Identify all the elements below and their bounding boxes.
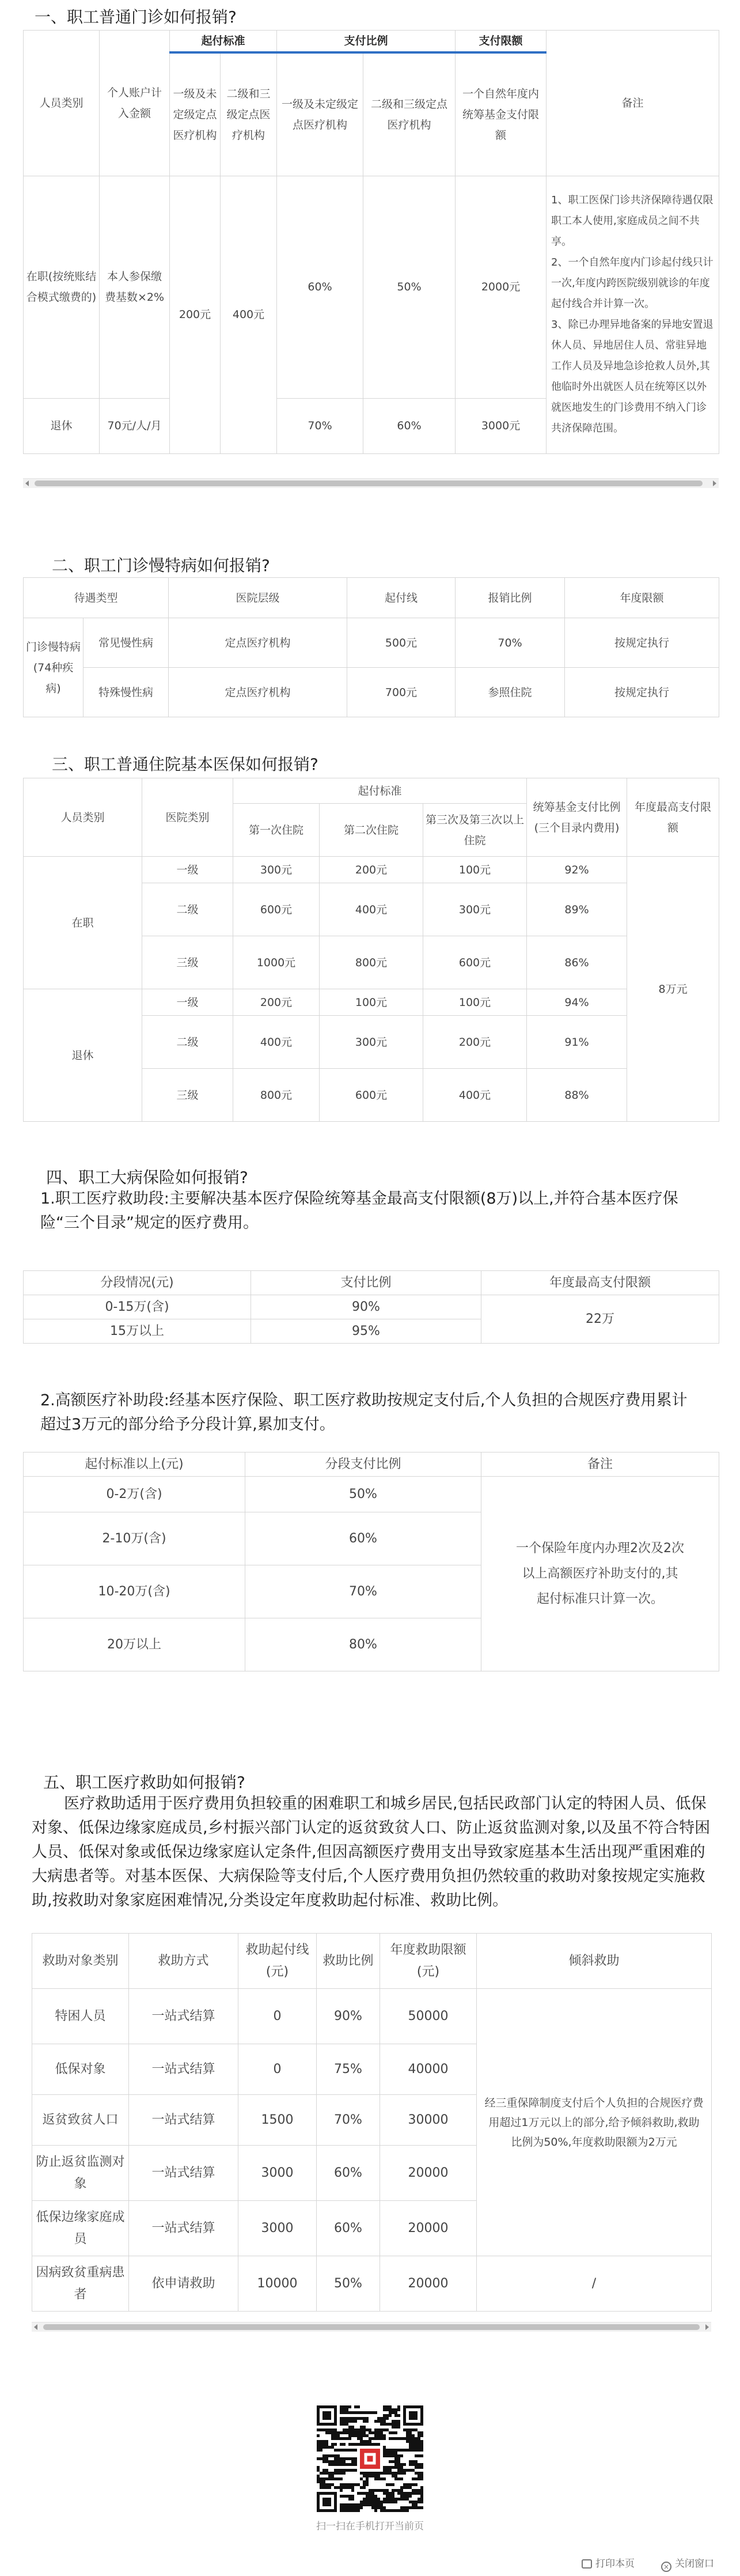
row-ratio: 86% [527,936,627,989]
limit-cell: 22万 [481,1295,719,1344]
section-1-title: 一、职工普通门诊如何报销? [35,7,237,27]
row-ratio: 90% [317,1989,380,2044]
row-first: 300元 [233,857,320,883]
row-ratio-level1: 70% [277,398,363,453]
row-method: 一站式结算 [129,2146,238,2201]
close-label: 关闭窗口 [675,2558,714,2570]
header-ratio-level23: 二级和三级定点医疗机构 [363,52,456,176]
section-4-paragraph-2: 2.高额医疗补助段:经基本医疗保险、职工医疗救助按规定支付后,个人负担的合规医疗费用累计超过3万元的部分给予分段计算,累加支付。 [40,1391,688,1433]
row-category: 在职(按统账结合模式缴费的) [24,176,100,398]
scrollbar-thumb[interactable] [35,481,703,486]
row-tilt: / [477,2256,712,2312]
row-ratio: 95% [251,1319,481,1344]
row-limit: 3000元 [456,398,547,453]
section-4-paragraph-1: 1.职工医疗救助段:主要解决基本医疗保险统筹基金最高支付限额(8万)以上,并符合基本医疗保险“三个目录”规定的医疗费用。 [40,1190,678,1232]
row-ratio: 88% [527,1069,627,1122]
row-limit: 2000元 [456,176,547,398]
row-method: 一站式结算 [129,1989,238,2044]
header-limit: 支付限额 [456,31,547,53]
inpatient-table [23,778,719,1122]
row-second: 100元 [320,989,423,1016]
row-limit: 20000 [380,2201,477,2256]
header-ratio: 统筹基金支付比例(三个目录内费用) [527,778,627,857]
qr-code-icon [317,2405,423,2512]
horizontal-scrollbar[interactable] [32,2322,711,2332]
tilt-cell: 经三重保障制度支付后个人负担的合规医疗费用超过1万元以上的部分,给予倾斜救助,救助比例为50%,年度救助限额为2万元 [477,1989,712,2256]
row-limit: 按规定执行 [565,618,719,668]
header-threshold: 救助起付线(元) [238,1934,317,1989]
row-range: 0-2万(含) [24,1477,245,1512]
horizontal-scrollbar[interactable] [23,478,719,488]
row-range: 20万以上 [24,1618,245,1671]
row-third: 300元 [423,883,527,936]
header-second: 第二次住院 [320,804,423,857]
row-ratio: 80% [245,1618,481,1671]
row-type: 防止返贫监测对象 [32,2146,129,2201]
header-ratio: 救助比例 [317,1934,380,1989]
row-first: 600元 [233,883,320,936]
header-limit-sub: 一个自然年度内统筹基金支付限额 [456,52,547,176]
row-level: 一级 [142,857,233,883]
row-level: 三级 [142,936,233,989]
header-type: 救助对象类别 [32,1934,129,1989]
header-ratio: 分段支付比例 [245,1452,481,1477]
group-name: 在职 [24,857,142,989]
header-threshold: 起付标准 [233,778,527,804]
row-name: 常见慢性病 [84,618,169,668]
row-name: 特殊慢性病 [84,668,169,717]
header-threshold: 起付线 [347,578,456,618]
group-cell: 门诊慢特病(74种疾病) [24,618,84,717]
row-second: 400元 [320,883,423,936]
header-limit: 年度最高支付限额 [481,1271,719,1295]
row-range: 10-20万(含) [24,1565,245,1618]
header-ratio: 支付比例 [251,1271,481,1295]
header-threshold: 起付标准 [170,31,277,53]
row-ratio: 75% [317,2044,380,2095]
row-first: 1000元 [233,936,320,989]
row-account: 本人参保缴费基数×2% [100,176,170,398]
qr-caption: 扫一扫在手机打开当前页 [316,2521,424,2532]
section-4-title: 四、职工大病保险如何报销? [46,1168,248,1187]
header-category: 人员类别 [24,778,142,857]
scroll-left-arrow-icon[interactable] [34,2324,37,2330]
outpatient-table [23,30,719,454]
row-third: 400元 [423,1069,527,1122]
row-limit: 30000 [380,2095,477,2146]
row-ratio: 89% [527,883,627,936]
header-hospital: 医院类别 [142,778,233,857]
row-third: 100元 [423,857,527,883]
row-ratio: 60% [317,2201,380,2256]
row-type: 因病致贫重病患者 [32,2256,129,2312]
row-threshold: 0 [238,2044,317,2095]
section-3-title: 三、职工普通住院基本医保如何报销? [52,755,318,774]
row-third: 200元 [423,1016,527,1069]
row-ratio: 94% [527,989,627,1016]
header-limit: 年度限额 [565,578,719,618]
row-type: 特困人员 [32,1989,129,2044]
print-label: 打印本页 [595,2558,635,2570]
row-ratio: 70% [317,2095,380,2146]
header-note: 备注 [481,1452,719,1477]
row-method: 一站式结算 [129,2044,238,2095]
header-range: 分段情况(元) [24,1271,251,1295]
chronic-disease-table [23,577,719,717]
row-first: 400元 [233,1016,320,1069]
limit-cell: 8万元 [627,857,719,1122]
row-ratio-level1: 60% [277,176,363,398]
scroll-right-arrow-icon[interactable] [713,481,716,486]
medical-relief-table [32,1933,712,2312]
header-note: 备注 [547,31,719,176]
close-window-button[interactable] [661,2555,714,2572]
row-level: 一级 [142,989,233,1016]
row-threshold-level23: 400元 [221,176,277,453]
high-cost-subsidy-table [23,1452,719,1671]
header-threshold-level23: 二级和三级定点医疗机构 [221,52,277,176]
scrollbar-thumb[interactable] [43,2324,700,2330]
row-level: 二级 [142,1016,233,1069]
row-second: 200元 [320,857,423,883]
header-method: 救助方式 [129,1934,238,1989]
header-third: 第三次及第三次以上住院 [423,804,527,857]
row-limit: 按规定执行 [565,668,719,717]
close-icon: × [661,2562,671,2572]
header-limit: 年度救助限额(元) [380,1934,477,1989]
row-range: 15万以上 [24,1319,251,1344]
header-level: 医院层级 [169,578,347,618]
row-ratio: 60% [245,1512,481,1565]
row-first: 200元 [233,989,320,1016]
row-ratio: 参照住院 [456,668,565,717]
row-type: 返贫致贫人口 [32,2095,129,2146]
row-third: 100元 [423,989,527,1016]
row-type: 低保边缘家庭成员 [32,2201,129,2256]
row-third: 600元 [423,936,527,989]
header-type: 待遇类型 [24,578,169,618]
row-ratio: 92% [527,857,627,883]
bottom-bar [0,2549,740,2576]
row-ratio: 91% [527,1016,627,1069]
row-second: 600元 [320,1069,423,1122]
row-threshold-level1: 200元 [170,176,221,453]
row-threshold: 3000 [238,2201,317,2256]
row-threshold: 3000 [238,2146,317,2201]
row-range: 0-15万(含) [24,1295,251,1319]
section-5-paragraph: 医疗救助适用于医疗费用负担较重的困难职工和城乡居民,包括民政部门认定的特困人员、低保对象、低保边缘家庭成员,乡村振兴部门认定的返贫致贫人口、防止返贫监测对象,以及虽不符合特困人员、低保对象或低保边缘家庭认定条件,但因高额医疗费用支出导致家庭基本生活出现严重困难的大病患者等。对基本医保、大病保险等支付后,个人医疗费用负担仍然较重的救助对象按规定实施救助,按救助对象家庭困难情况,分类设定年度救助起付标准、救助比例。 [32,1795,711,1909]
row-account: 70元/人/月 [100,398,170,453]
row-limit: 20000 [380,2146,477,2201]
row-level: 三级 [142,1069,233,1122]
print-icon [582,2559,592,2569]
scroll-left-arrow-icon[interactable] [25,481,29,486]
row-limit: 50000 [380,1989,477,2044]
row-level: 定点医疗机构 [169,668,347,717]
row-method: 一站式结算 [129,2201,238,2256]
row-ratio: 50% [245,1477,481,1512]
row-type: 低保对象 [32,2044,129,2095]
row-ratio-level23: 50% [363,176,456,398]
row-threshold: 700元 [347,668,456,717]
row-ratio: 90% [251,1295,481,1319]
note-cell: 1、职工医保门诊共济保障待遇仅限职工本人使用,家庭成员之间不共享。 2、一个自然年度内门诊起付线只计一次,年度内跨医院级别就诊的年度起付线合并计算一次。 3、除已办理异地备案的异地安置退休人员、异地居住人员、常驻异地工作人员及异地急诊抢救人员外,其他临时外出就医人员在统筹区以外就医地发生的门诊费用不纳入门诊共济保障范围。 [547,176,719,453]
section-5-title: 五、职工医疗救助如何报销? [43,1773,245,1792]
medical-aid-segment-table [23,1270,719,1344]
header-first: 第一次住院 [233,804,320,857]
row-threshold: 0 [238,1989,317,2044]
row-second: 300元 [320,1016,423,1069]
print-button[interactable] [582,2555,635,2570]
row-method: 依申请救助 [129,2256,238,2312]
row-threshold: 10000 [238,2256,317,2312]
row-level: 定点医疗机构 [169,618,347,668]
row-ratio-level23: 60% [363,398,456,453]
header-ratio-level1: 一级及未定级定点医疗机构 [277,52,363,176]
row-ratio: 70% [245,1565,481,1618]
scroll-right-arrow-icon[interactable] [705,2324,709,2330]
row-category: 退休 [24,398,100,453]
row-limit: 40000 [380,2044,477,2095]
header-account: 个人账户计入金额 [100,31,170,176]
header-range: 起付标准以上(元) [24,1452,245,1477]
group-name: 退休 [24,989,142,1122]
row-ratio: 50% [317,2256,380,2312]
row-first: 800元 [233,1069,320,1122]
header-category: 人员类别 [24,31,100,176]
row-range: 2-10万(含) [24,1512,245,1565]
row-threshold: 500元 [347,618,456,668]
row-ratio: 60% [317,2146,380,2201]
row-limit: 20000 [380,2256,477,2312]
row-ratio: 70% [456,618,565,668]
row-second: 800元 [320,936,423,989]
header-limit: 年度最高支付限额 [627,778,719,857]
row-level: 二级 [142,883,233,936]
header-threshold-level1: 一级及未定级定点医疗机构 [170,52,221,176]
note-cell: 一个保险年度内办理2次及2次以上高额医疗补助支付的,其起付标准只计算一次。 [481,1477,719,1671]
row-threshold: 1500 [238,2095,317,2146]
header-ratio: 报销比例 [456,578,565,618]
header-tilt: 倾斜救助 [477,1934,712,1989]
header-ratio: 支付比例 [277,31,456,53]
section-2-title: 二、职工门诊慢特病如何报销? [52,556,270,575]
row-method: 一站式结算 [129,2095,238,2146]
